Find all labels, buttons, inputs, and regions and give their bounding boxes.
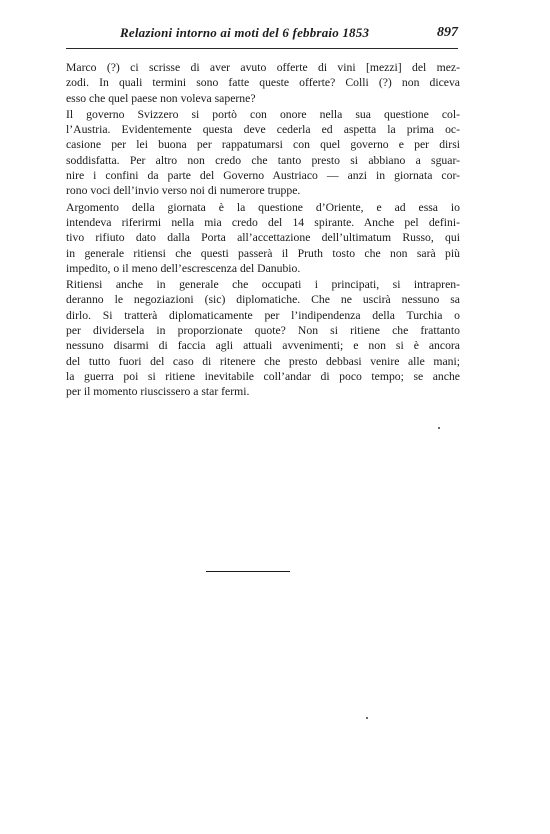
text-line: tivo rifiuto dato dalla Porta all’accettazione dell’ultimatum Russo, qui bbox=[66, 231, 460, 245]
text-line: la guerra poi si ritiene inevitabile coll’andar di poco tempo; se anche bbox=[66, 369, 460, 383]
text-line: nire i confini da parte del Governo Austriaco — anzi in giornata cor- bbox=[66, 169, 460, 183]
text-line: esso che quel paese non voleva saperne? bbox=[66, 91, 256, 105]
text-line: rono voci dell’invio verso noi di numerore truppe. bbox=[66, 184, 301, 198]
paragraph-1 bbox=[66, 60, 460, 106]
running-title: Relazioni intorno ai moti del 6 febbraio 1853 bbox=[120, 25, 370, 40]
page-number: 897 bbox=[437, 25, 458, 40]
body-text bbox=[66, 60, 460, 400]
print-speck bbox=[438, 427, 440, 429]
text-line: nessuno disarmi di faccia agli attuali avvenimenti; e non si è ancora bbox=[66, 339, 460, 353]
text-line: casione per lei buona per rappatumarsi con quel governo e per dirsi bbox=[66, 138, 460, 152]
text-line: impedito, o il meno dell’escrescenza del Danubio. bbox=[66, 261, 301, 275]
paragraph-4 bbox=[66, 277, 460, 399]
text-line: dirlo. Si tratterà diplomaticamente per l’indipendenza della Turchia o bbox=[66, 308, 460, 322]
text-line: deranno le negoziazioni (sic) diplomatiche. Che ne uscirà nessuno sa bbox=[66, 293, 460, 307]
text-line: Il governo Svizzero si portò con onore nella sua questione col- bbox=[66, 107, 460, 121]
text-line: Argomento della giornata è la questione d’Oriente, e ad essa io bbox=[66, 200, 460, 214]
paragraph-2 bbox=[66, 107, 460, 199]
text-line: intendeva riferirmi nella mia credo del 14 spirante. Anche pel defini- bbox=[66, 215, 460, 229]
text-line: per dividersela in proporzionate quote? Non si ritiene che frattanto bbox=[66, 324, 460, 338]
text-line: Marco (?) ci scrisse di aver avuto offerte di vini [mezzi] del mez- bbox=[66, 61, 460, 74]
print-speck bbox=[366, 717, 368, 719]
paragraph-3 bbox=[66, 200, 460, 276]
text-line: in generale ritiensi che questi passerà il Pruth tosto che non sarà più bbox=[66, 246, 460, 260]
text-line: per il momento riuscissero a star fermi. bbox=[66, 385, 250, 399]
text-line: soddisfatta. Per altro non credo che tanto presto si abbiano a sguar- bbox=[66, 153, 460, 167]
end-rule bbox=[206, 571, 290, 572]
text-line: Ritiensi anche in generale che occupati i principati, si intrapren- bbox=[66, 278, 460, 292]
text-line: zodi. In quali termini sono fatte queste offerte? Colli (?) non diceva bbox=[66, 76, 460, 90]
text-line: l’Austria. Evidentemente questa deve cederla ed aspetta la prima oc- bbox=[66, 123, 460, 137]
running-header bbox=[66, 24, 458, 49]
text-line: del tutto fuori del caso di ritenere che presto debbasi venire alle mani; bbox=[66, 354, 460, 368]
